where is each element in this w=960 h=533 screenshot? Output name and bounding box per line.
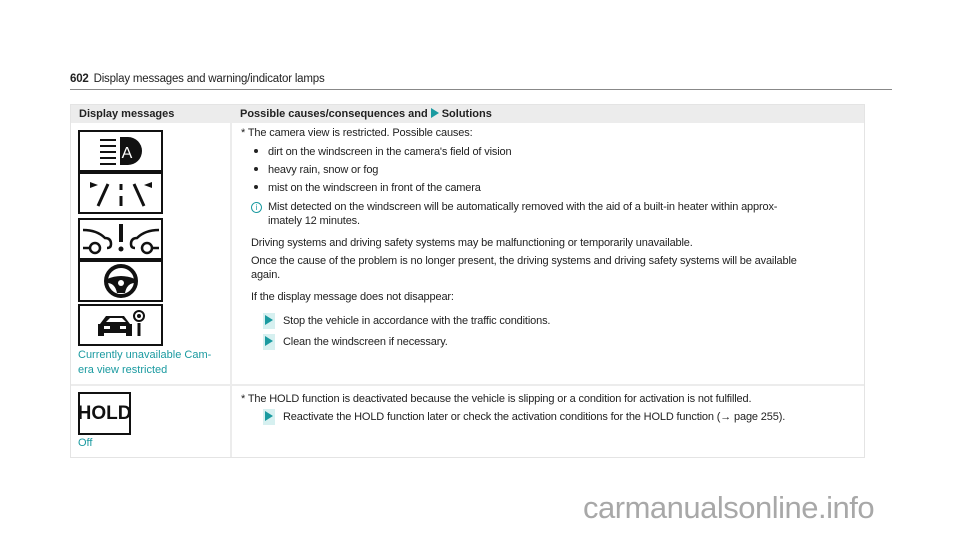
- camera-car-icon: [78, 304, 163, 346]
- bullet-text: mist on the windscreen in front of the camera: [268, 182, 481, 194]
- bullet-text: heavy rain, snow or fog: [268, 164, 379, 176]
- solution-arrow-icon: [431, 108, 439, 118]
- watermark: carmanualsonline.info: [583, 490, 875, 525]
- bullet-icon: [254, 149, 258, 153]
- info-note: [251, 200, 866, 228]
- display-messages-table: [70, 104, 865, 458]
- solution-arrow-icon: [263, 409, 275, 425]
- page-number: 602: [70, 73, 89, 85]
- col-header-solutions-text: Solutions: [441, 108, 492, 120]
- solution-text: Stop the vehicle in accordance with the traffic conditions.: [283, 315, 551, 327]
- column-divider: [230, 105, 232, 457]
- info-icon: i: [251, 202, 262, 213]
- section-title: Display messages and warning/indicator lamps: [93, 73, 325, 85]
- solution-arrow-icon: [263, 334, 275, 350]
- para-malfunction: Driving systems and driving safety systems may be malfunctioning or temporarily unavailable.: [251, 237, 693, 249]
- col-header-causes-text: Possible causes/consequences and: [240, 108, 428, 120]
- distance-warning-icon: [78, 218, 163, 260]
- row-divider: [71, 384, 864, 386]
- solution-item: [263, 409, 878, 425]
- cause-bullet: [254, 163, 869, 177]
- bullet-icon: [254, 167, 258, 171]
- col-header-display-messages: Display messages: [71, 105, 230, 123]
- para-line: again.: [251, 269, 281, 281]
- col-header-causes: [232, 105, 864, 123]
- svg-text:A: A: [121, 145, 132, 162]
- para-line: Once the cause of the problem is no longer present, the driving systems and driving safety systems will be available: [251, 255, 797, 267]
- cause-text: * The camera view is restricted. Possible causes:: [241, 127, 473, 139]
- headlamp-assist-icon: [78, 130, 163, 172]
- solution-text: Reactivate the HOLD function later or check the activation conditions for the HOLD function (→ page 255).: [283, 411, 786, 423]
- lane-assist-icon: [78, 172, 163, 214]
- steering-wheel-icon: [78, 260, 163, 302]
- note-text: imately 12 minutes.: [268, 215, 360, 227]
- page-header: [70, 73, 325, 85]
- label-line: Currently unavailable Cam-: [78, 349, 212, 361]
- solution-item: [263, 313, 878, 329]
- para-if: If the display message does not disappear:: [251, 291, 454, 303]
- cause-bullet: [254, 145, 869, 159]
- bullet-icon: [254, 185, 258, 189]
- solution-text: Clean the windscreen if necessary.: [283, 336, 448, 348]
- hold-icon-text: HOLD: [77, 402, 132, 424]
- note-text: Mist detected on the windscreen will be automatically removed with the aid of a built-in heater within approx-: [268, 201, 778, 213]
- hold-icon: [78, 392, 131, 435]
- header-rule: [70, 89, 892, 90]
- solution-arrow-icon: [263, 313, 275, 329]
- message-label-camera: [78, 348, 211, 378]
- solution-item: [263, 334, 878, 350]
- label-line: era view restricted: [78, 364, 168, 376]
- message-label-off: Off: [78, 437, 93, 449]
- cause-text: * The HOLD function is deactivated because the vehicle is slipping or a condition for activation is not fulfilled.: [241, 393, 752, 405]
- bullet-text: dirt on the windscreen in the camera's field of vision: [268, 146, 512, 158]
- cause-bullet: [254, 181, 869, 195]
- para-once: [251, 254, 866, 282]
